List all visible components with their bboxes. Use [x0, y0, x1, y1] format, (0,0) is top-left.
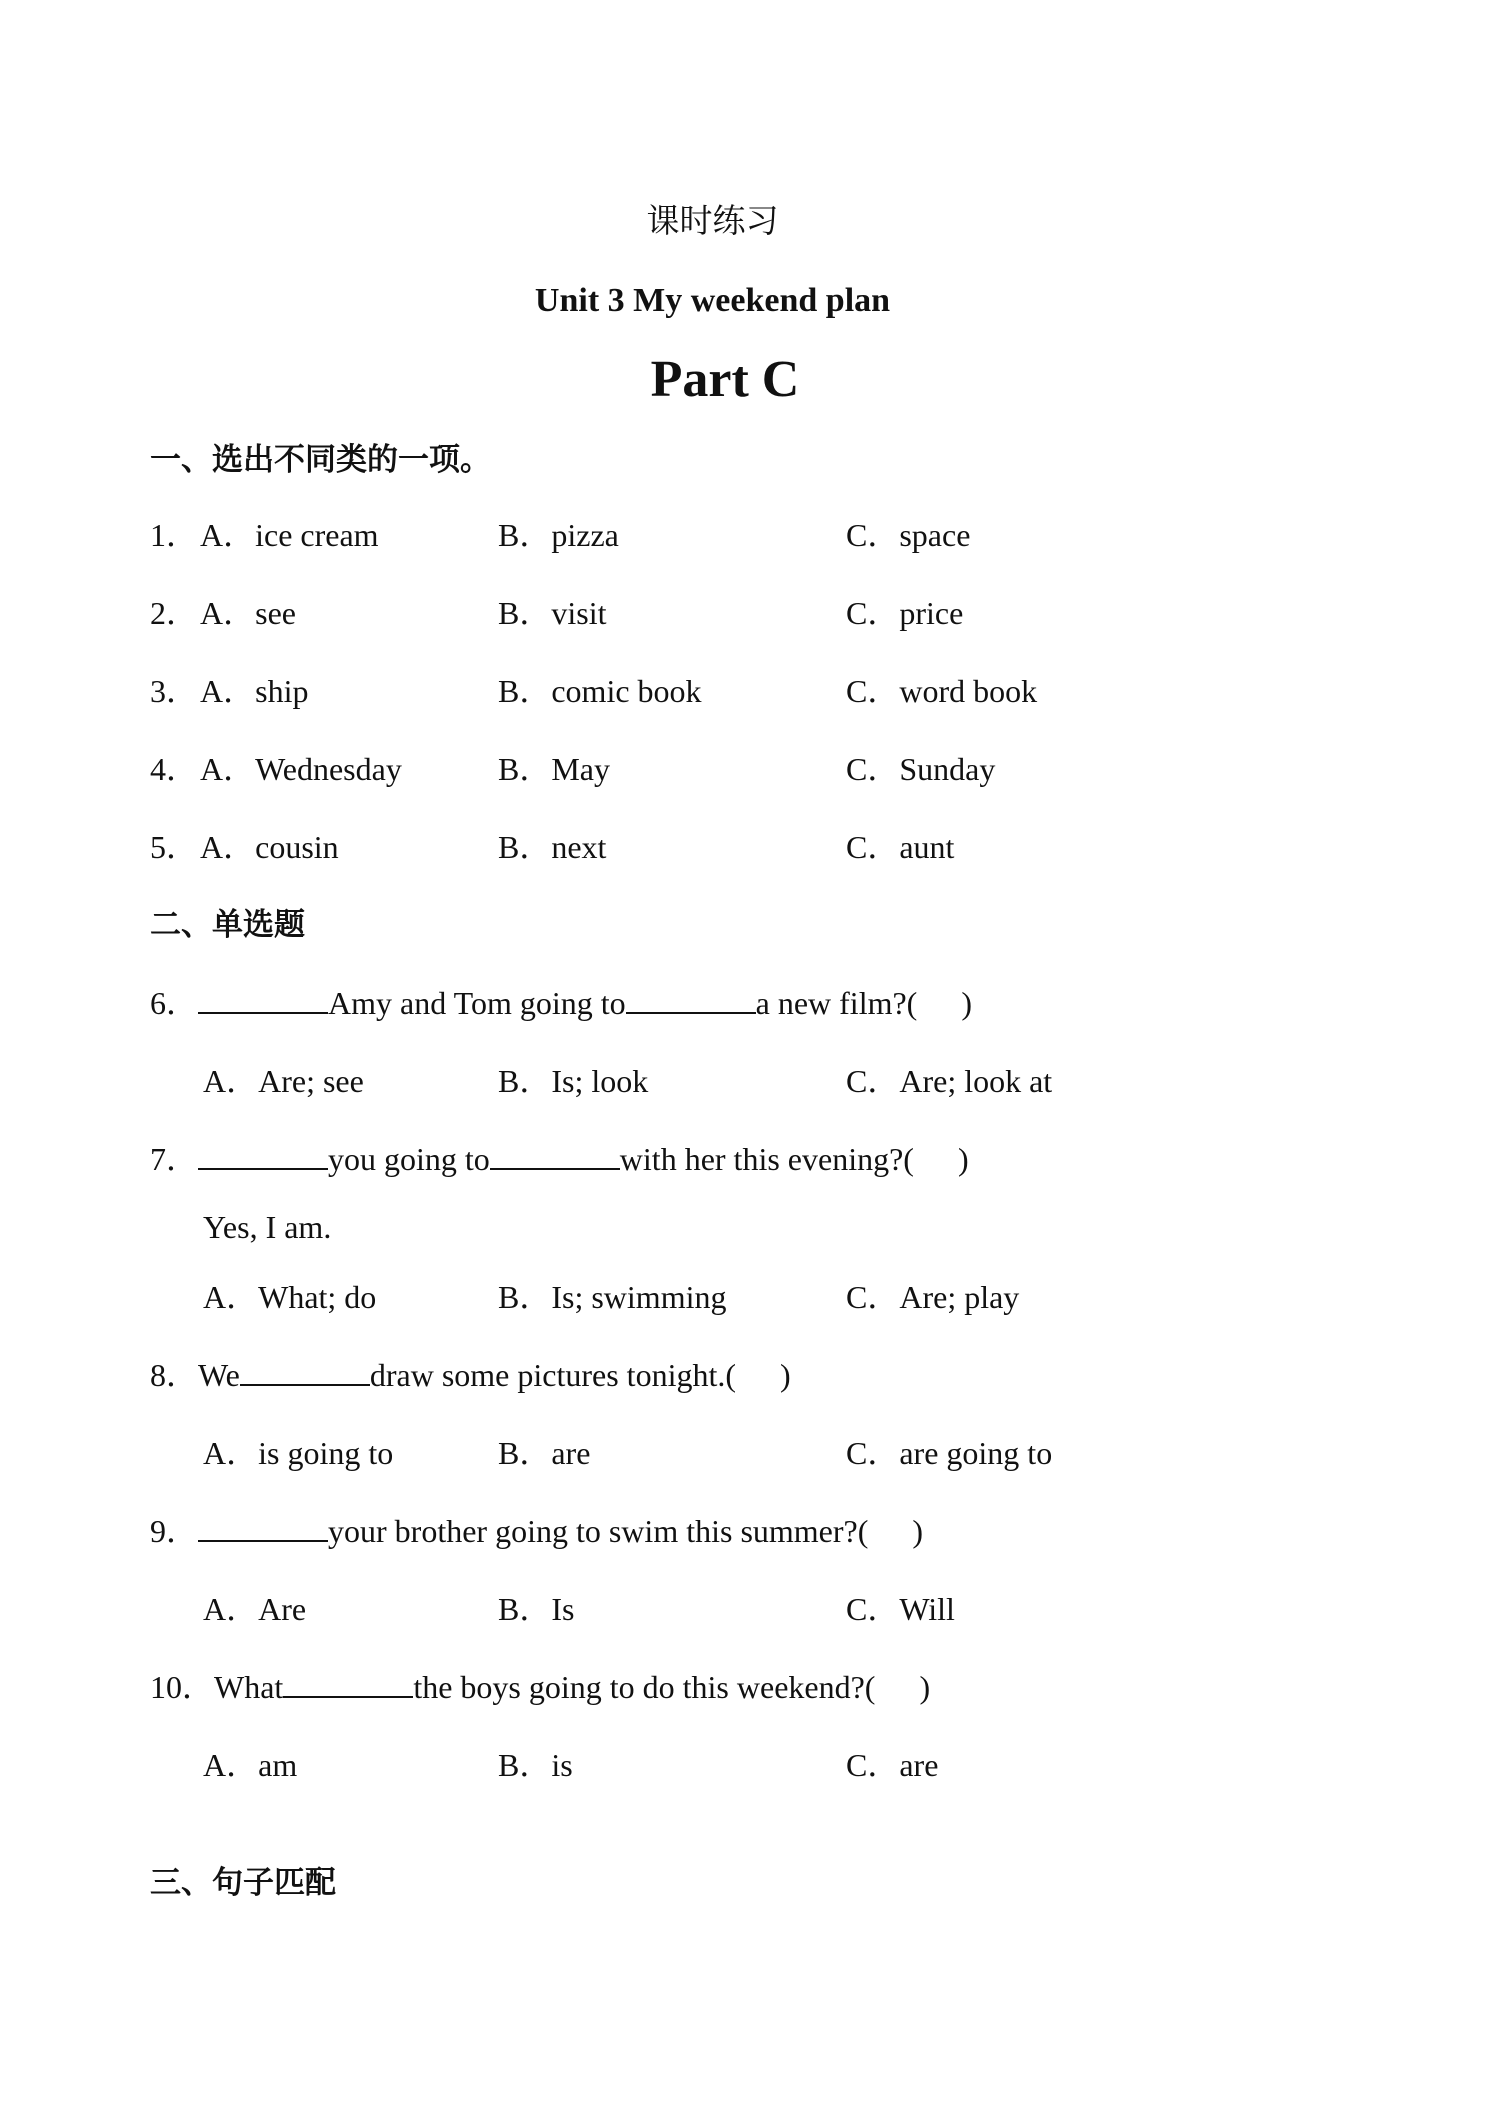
option-b: B．Is; look [498, 1063, 649, 1099]
option-b: B．pizza [498, 517, 619, 553]
question-number: 5． [150, 829, 199, 865]
question-number: 1． [150, 517, 199, 553]
option-b: B．are [498, 1435, 591, 1471]
question-text [150, 1506, 923, 1556]
option-b: B．May [498, 751, 611, 787]
question-number: 4． [150, 751, 199, 787]
question-part: We [198, 1357, 240, 1393]
option-a: A．ship [200, 673, 309, 709]
question-stem [0, 1662, 1488, 1712]
question-number: 10． [150, 1669, 215, 1705]
option-c: C．aunt [846, 829, 955, 865]
option-c: C．space [846, 517, 971, 553]
option-c: C．Are; look at [846, 1063, 1053, 1099]
question-row [0, 666, 1488, 716]
unit-title: Unit 3 My weekend plan [534, 282, 891, 319]
question-stem [0, 1506, 1488, 1556]
question-row [0, 510, 1488, 560]
option-c: C．are going to [846, 1435, 1053, 1471]
option-b: B．comic book [498, 673, 702, 709]
question-part: a new film?( [755, 985, 918, 1021]
option-c: C．word book [846, 673, 1038, 709]
question-text [150, 1662, 930, 1712]
response-text: Yes, I am. [203, 1209, 332, 1245]
option-c: C．price [846, 595, 964, 631]
question-part: What [214, 1669, 284, 1705]
question-part: ) [912, 1513, 924, 1549]
question-row [0, 822, 1488, 872]
question-number: 9． [150, 1513, 199, 1549]
question-text [150, 978, 972, 1028]
options-row [0, 1272, 1488, 1322]
option-b: B．is [498, 1747, 573, 1783]
option-b: B．visit [498, 595, 607, 631]
question-part: ) [780, 1357, 791, 1393]
option-a: A．What; do [203, 1279, 377, 1315]
question-part: draw some pictures tonight.( [369, 1357, 736, 1393]
option-c: C．Will [846, 1591, 955, 1627]
question-part: ) [961, 985, 972, 1021]
question-row [0, 744, 1488, 794]
option-a: A．Are [203, 1591, 307, 1627]
question-part: ) [919, 1669, 931, 1705]
question-stem [0, 1350, 1488, 1400]
section1-heading: 一、选出不同类的一项。 [150, 442, 491, 478]
answer-blank [240, 1350, 370, 1386]
option-a: A．see [200, 595, 296, 631]
question-stem [0, 1134, 1488, 1184]
options-row [0, 1056, 1488, 1106]
question-number: 3． [150, 673, 199, 709]
option-b: B．Is [498, 1591, 575, 1627]
options-row [0, 1584, 1488, 1634]
option-a: A．Wednesday [200, 751, 402, 787]
option-b: B．Is; swimming [498, 1279, 727, 1315]
option-c: C．are [846, 1747, 939, 1783]
question-text [150, 1134, 969, 1184]
question-part: your brother going to swim this summer?( [328, 1513, 869, 1549]
question-number: 7． [150, 1141, 199, 1177]
answer-blank [198, 978, 328, 1014]
question-row [0, 588, 1488, 638]
question-stem [0, 978, 1488, 1028]
answer-blank [626, 978, 756, 1014]
answer-blank [198, 1506, 328, 1542]
answer-blank [490, 1134, 620, 1170]
worksheet-title: 课时练习 [646, 201, 779, 240]
answer-blank [283, 1662, 413, 1698]
part-title: Part C [650, 351, 800, 408]
option-c: C．Sunday [846, 751, 996, 787]
option-a: A．ice cream [200, 517, 379, 553]
question-part: with her this evening?( [619, 1141, 914, 1177]
question-text [150, 1350, 791, 1400]
question-number: 2． [150, 595, 199, 631]
option-a: A．is going to [203, 1435, 394, 1471]
option-b: B．next [498, 829, 607, 865]
answer-line [0, 1202, 1488, 1252]
question-part: Amy and Tom going to [328, 985, 626, 1021]
option-a: A．cousin [200, 829, 339, 865]
question-part: you going to [328, 1141, 490, 1177]
question-number: 6． [150, 985, 199, 1021]
option-a: A．am [203, 1747, 298, 1783]
options-row [0, 1428, 1488, 1478]
question-number: 8． [150, 1357, 199, 1393]
options-row [0, 1740, 1488, 1790]
option-a: A．Are; see [203, 1063, 364, 1099]
section3-heading: 三、句子匹配 [150, 1865, 336, 1901]
question-part: ) [957, 1141, 969, 1177]
section2-heading: 二、单选题 [150, 907, 305, 943]
answer-blank [198, 1134, 328, 1170]
option-c: C．Are; play [846, 1279, 1020, 1315]
question-part: the boys going to do this weekend?( [413, 1669, 876, 1705]
